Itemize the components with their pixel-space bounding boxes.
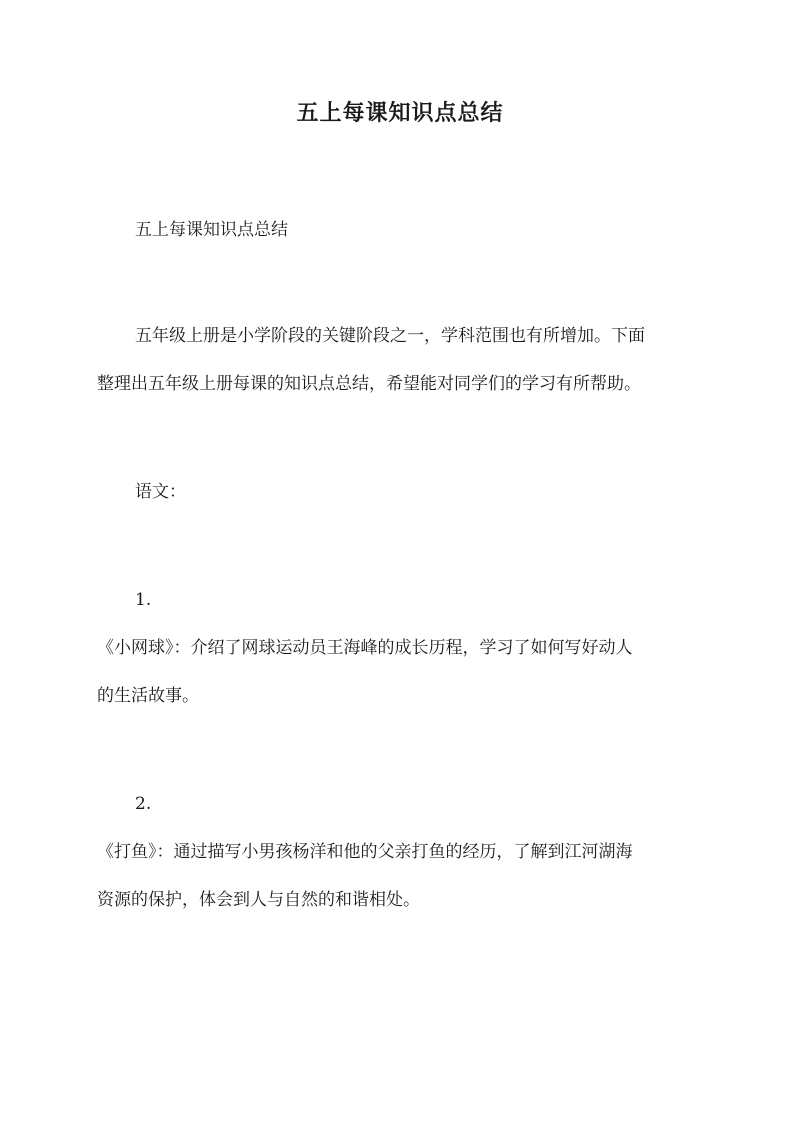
document-title: 五上每课知识点总结 (296, 100, 504, 126)
intro-line-2: 整理出五年级上册每课的知识点总结，希望能对同学们的学习有所帮助。 (97, 374, 641, 394)
section-heading-chinese: 语文： (135, 482, 186, 502)
list-item-1-line-2: 的生活故事。 (97, 686, 199, 706)
list-item-2-line-1: 《打鱼》：通过描写小男孩杨洋和他的父亲打鱼的经历，了解到江河湖海 (97, 842, 633, 862)
list-item-number-1: 1. (135, 590, 152, 610)
intro-line-1: 五年级上册是小学阶段的关键阶段之一，学科范围也有所增加。下面 (135, 326, 645, 346)
document-subtitle: 五上每课知识点总结 (135, 220, 288, 240)
list-item-2-line-2: 资源的保护，体会到人与自然的和谐相处。 (97, 890, 420, 910)
list-item-number-2: 2. (135, 794, 152, 814)
list-item-1-line-1: 《小网球》：介绍了网球运动员王海峰的成长历程，学习了如何写好动人 (97, 638, 633, 658)
